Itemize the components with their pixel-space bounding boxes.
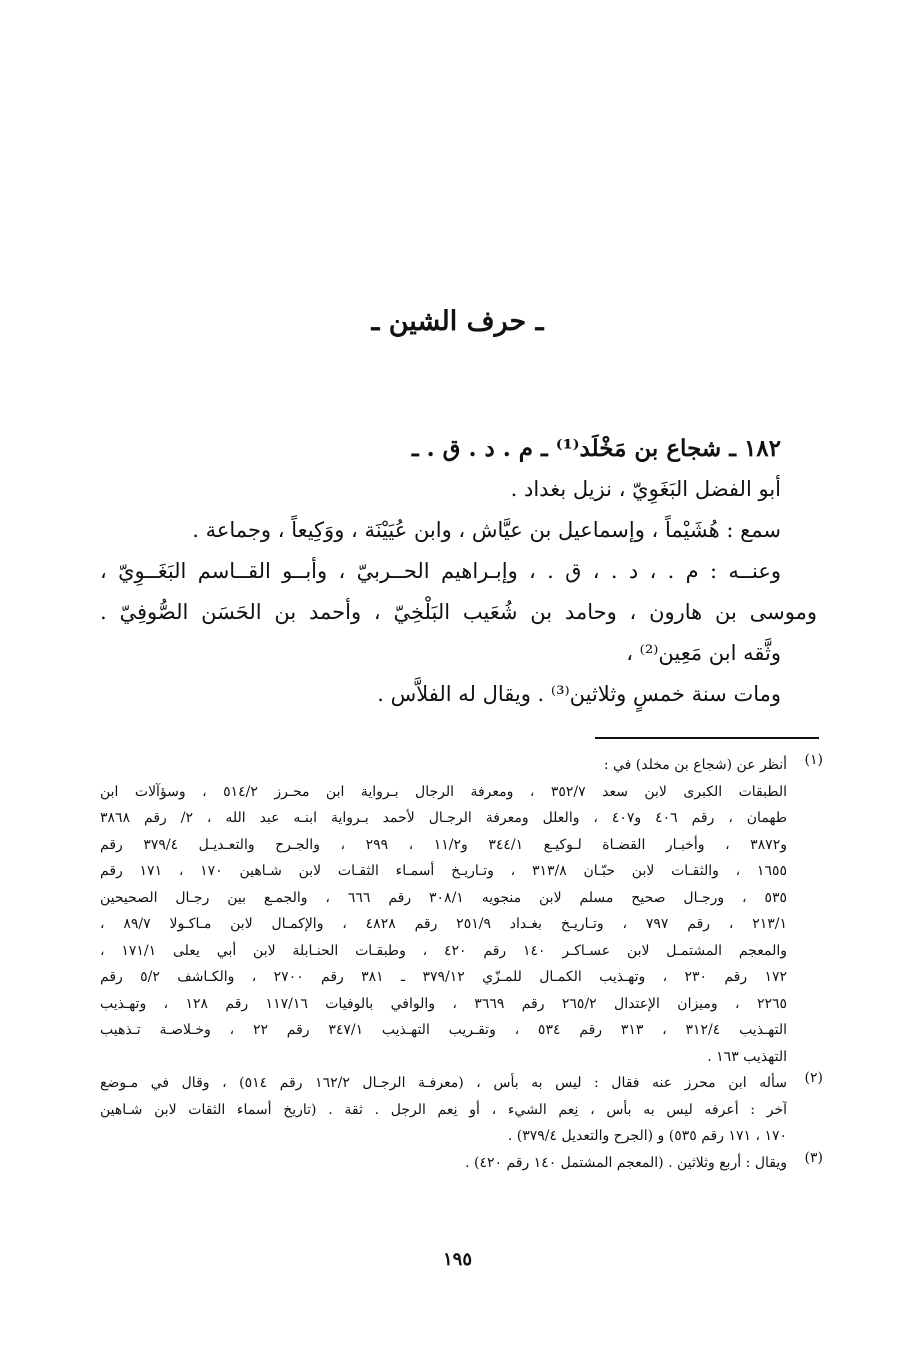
- footnote-line: سأله ابن محرز عنه فقال : ليس به بأس ، (معرفـة الرجـال ١٦٢/٢ رقم ٥١٤) ، وقال في مـوضع: [100, 1075, 787, 1091]
- footnote-3: [100, 1150, 823, 1177]
- entry-line: ومات سنة خمسٍ وثلاثين⁽³⁾ . ويقال له الفلاَّس .: [377, 682, 781, 706]
- footnotes: [100, 752, 823, 1176]
- footnote-line: طهمان ، رقم ٤٠٦ و٤٠٧ ، والعلل ومعرفة الرجـال لأحمد بـرواية ابنـه عبد الله ، ٢/ رقم ٣٨٦٨: [100, 810, 787, 826]
- footnote-line: ٥٣٥ ، ورجـال صحيح مسلم لابن منجويه ٣٠٨/١ رقم ٦٦٦ ، والجمـع بين رجـال الصحيحين: [100, 889, 787, 906]
- footnote-line: ٢٢٦٥ ، وميزان الإعتدال ٢٦٥/٢ رقم ٣٦٦٩ ، والوافي بالوفيات ١١٧/١٦ رقم ١٢٨ ، وتهـذيب: [100, 995, 787, 1012]
- chapter-title: ـ حرف الشين ـ: [371, 306, 544, 337]
- footnote-line: ١٧٢ رقم ٢٣٠ ، وتهـذيب الكمـال للمـزّي ٣٧٩/١٢ ـ ٣٨١ رقم ٢٧٠٠ ، والكـاشف ٥/٢ رقم: [100, 969, 787, 985]
- footnote-number: (٣): [804, 1149, 823, 1166]
- footnote-line: والمعجم المشتمـل لابن عسـاكـر ١٤٠ رقم ٤٢٠ ، وطبقـات الحنـابلة لابن أبي يعلى ١٧١/١ ،: [100, 942, 787, 959]
- footnote-line: ١٧٠ ، ١٧١ رقم ٥٣٥) و (الجرح والتعديل ٣٧٩/٤) .: [507, 1128, 787, 1144]
- footnote-line: ٢١٣/١ ، رقم ٧٩٧ ، وتـاريـخ بغـداد ٢٥١/٩ رقم ٤٨٢٨ ، والإكمـال لابن مـاكـولا ٨٩/٧ ،: [100, 916, 787, 932]
- biography-entry: [100, 428, 817, 715]
- footnote-1: [100, 752, 823, 1070]
- footnote-number: (١): [804, 752, 823, 768]
- footnote-line: ١٦٥٥ ، والثقـات لابن حبّـان ٣١٣/٨ ، وتـاريـخ أسمـاء الثقـات لابن شـاهين ١٧٠ ، ١٧١ رقم: [100, 863, 787, 879]
- footnote-2: [100, 1070, 823, 1150]
- footnote-line: التهـذيب ٣١٢/٤ ، ٣١٣ رقم ٥٣٤ ، وتقـريب التهـذيب ٣٤٧/١ رقم ٢٢ ، وخـلاصـة تـذهيب: [100, 1022, 787, 1038]
- entry-line: وعنــه : م . ، د . ، ق . ، وإبـراهيم الحــربيّ ، وأبــو القــاسم البَغَــوِيّ ،: [100, 559, 781, 583]
- footnote-line: أنظر عن (شجاع بن مخلد) في :: [603, 757, 787, 773]
- entry-heading: ١٨٢ ـ شجاع بن مَخْلَد⁽¹⁾ ـ م . د . ق . ـ: [411, 435, 781, 462]
- footnote-line: التهذيب ١٦٣ .: [707, 1048, 787, 1065]
- footnote-line: و٣٨٧٢ ، وأخبـار القضـاة لـوكيـع ٣٤٤/١ و١١/٢ ، ٢٩٩ ، والجـرح والتعـديـل ٣٧٩/٤ رقم: [100, 836, 787, 853]
- page-number: ١٩٥: [442, 1249, 472, 1270]
- footnote-line: آخر : أعرفه ليس به بأس ، نِعم الشيء ، أو نِعم الرجل . ثقة . (تاريخ أسماء الثقات لابن شـاهين: [100, 1101, 787, 1118]
- footnote-line: ويقال : أربع وثلاثين . (المعجم المشتمل ١٤٠ رقم ٤٢٠) .: [465, 1154, 787, 1171]
- footnote-line: الطبقات الكبرى لابن سعد ٣٥٢/٧ ، ومعرفة الرجال بـرواية ابن محـرز ٥١٤/٢ ، وسؤآلات ابن: [100, 783, 787, 800]
- footnote-number: (٢): [804, 1070, 823, 1086]
- entry-line: سمع : هُشَيْماً ، وإسماعيل بن عيَّاش ، وابن عُيَيْنَة ، ووَكِيعاً ، وجماعة .: [192, 518, 781, 542]
- footnote-separator: [595, 737, 819, 739]
- entry-line: أبو الفضل البَغَوِيّ ، نزيل بغداد .: [510, 477, 781, 501]
- entry-line: وثَّقه ابن مَعِين⁽²⁾ ،: [626, 641, 781, 665]
- entry-line: وموسى بن هارون ، وحامد بن شُعَيب البَلْخِيّ ، وأحمد بن الحَسَن الصُّوفِيّ .: [100, 600, 817, 624]
